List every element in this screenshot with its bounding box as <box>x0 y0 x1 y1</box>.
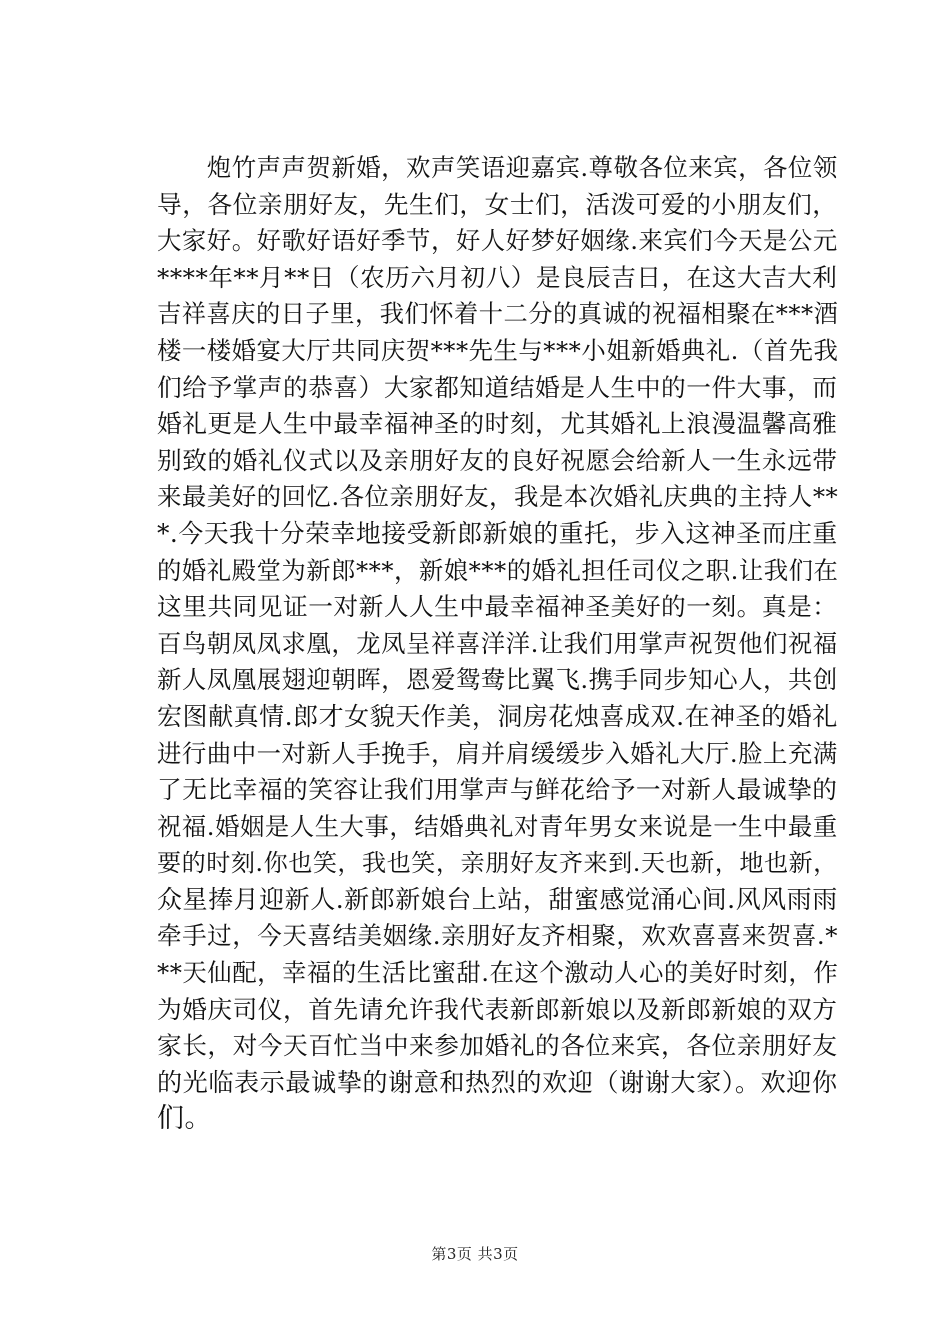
text-line: 楼一楼婚宴大厅共同庆贺***先生与***小姐新婚典礼.（首先我 <box>157 335 839 365</box>
text-line: 的光临表示最诚挚的谢意和热烈的欢迎（谢谢大家）。欢迎你 <box>157 1067 838 1097</box>
text-line: 家长，对今天百忙当中来参加婚礼的各位来宾，各位亲朋好友 <box>157 1031 838 1061</box>
text-line: 进行曲中一对新人手挽手，肩并肩缓缓步入婚礼大厅.脸上充满 <box>157 738 838 768</box>
text-line: 吉祥喜庆的日子里，我们怀着十二分的真诚的祝福相聚在***酒 <box>157 299 839 329</box>
text-line: 了无比幸福的笑容让我们用掌声与鲜花给予一对新人最诚挚的 <box>157 775 838 805</box>
text-line: 别致的婚礼仪式以及亲朋好友的良好祝愿会给新人一生永远带 <box>157 445 838 475</box>
text-line: *.今天我十分荣幸地接受新郎新娘的重托，步入这神圣而庄重 <box>157 518 838 548</box>
text-line: 婚礼更是人生中最幸福神圣的时刻，尤其婚礼上浪漫温馨高雅 <box>157 409 838 439</box>
text-line: 祝福.婚姻是人生大事，结婚典礼对青年男女来说是一生中最重 <box>157 811 838 841</box>
page-number-footer: 第3页 共3页 <box>431 1245 519 1263</box>
text-line: 为婚庆司仪，首先请允许我代表新郎新娘以及新郎新娘的双方 <box>157 994 838 1024</box>
text-line: 们给予掌声的恭喜）大家都知道结婚是人生中的一件大事，而 <box>157 372 838 402</box>
text-line: 们。 <box>157 1103 212 1135</box>
text-line: 宏图献真情.郎才女貌天作美，洞房花烛喜成双.在神圣的婚礼 <box>157 701 838 731</box>
text-line: 的婚礼殿堂为新郎***，新娘***的婚礼担任司仪之职.让我们在 <box>157 555 839 585</box>
text-line: 来最美好的回忆.各位亲朋好友，我是本次婚礼庆典的主持人** <box>157 482 839 512</box>
text-line: 大家好。好歌好语好季节，好人好梦好姻缘.来宾们今天是公元 <box>157 226 838 256</box>
text-line: 新人凤凰展翅迎朝晖，恩爱鸳鸯比翼飞.携手同步知心人，共创 <box>157 665 838 695</box>
text-line: ****年**月**日（农历六月初八）是良辰吉日，在这大吉大利 <box>157 262 838 292</box>
body-paragraph <box>157 150 837 1138</box>
text-line: 炮竹声声贺新婚，欢声笑语迎嘉宾.尊敬各位来宾，各位领 <box>157 153 838 182</box>
text-line: 百鸟朝凤凤求凰，龙凤呈祥喜洋洋.让我们用掌声祝贺他们祝福 <box>157 628 838 658</box>
text-line: 牵手过，今天喜结美姻缘.亲朋好友齐相聚，欢欢喜喜来贺喜.* <box>157 921 839 951</box>
text-line: 要的时刻.你也笑，我也笑，亲朋好友齐来到.天也新，地也新， <box>157 849 838 878</box>
text-line: 众星捧月迎新人.新郎新娘台上站，甜蜜感觉涌心间.风风雨雨 <box>157 884 838 914</box>
text-line: 导，各位亲朋好友，先生们，女士们，活泼可爱的小朋友们， <box>157 189 838 219</box>
text-line: **天仙配，幸福的生活比蜜甜.在这个激动人心的美好时刻，作 <box>157 958 839 988</box>
text-line: 这里共同见证一对新人人生中最幸福神圣美好的一刻。真是： <box>157 592 838 622</box>
